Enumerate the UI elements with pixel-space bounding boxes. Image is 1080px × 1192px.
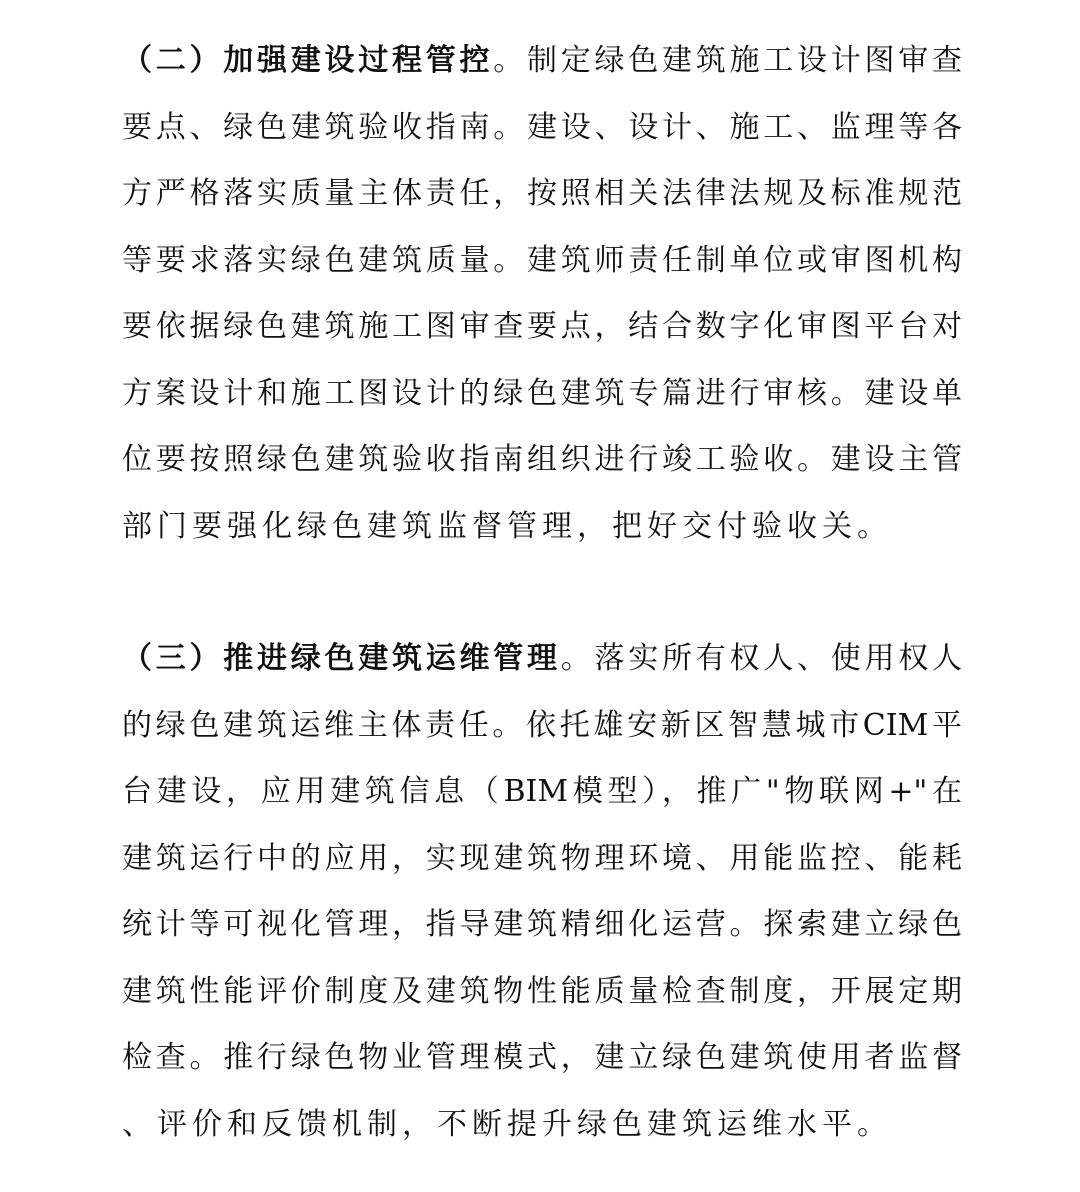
paragraph-line-last: 、评价和反馈机制，不断提升绿色建筑运维水平。 [122,1106,892,1142]
paragraph-line: 方案设计和施工图设计的绿色建筑专篇进行审核。建设单 [122,375,962,411]
paragraph-line: 建筑性能评价制度及建筑物性能质量检查制度，开展定期 [122,973,962,1009]
paragraph-line: 位要按照绿色建筑验收指南组织进行竣工验收。建设主管 [122,442,962,477]
paragraph-line: 检查。推行绿色物业管理模式，建立绿色建筑使用者监督 [122,1040,962,1075]
paragraph-line: 建筑运行中的应用，实现建筑物理环境、用能监控、能耗 [122,840,962,876]
paragraph-text: 。制定绿色建筑施工设计图审查 [493,43,962,78]
paragraph-text: 。落实所有权人、使用权人 [560,641,962,676]
paragraph-line: 等要求落实绿色建筑质量。建筑师责任制单位或审图机构 [122,242,962,278]
paragraph-line: 的绿色建筑运维主体责任。依托雄安新区智慧城市CIM平 [122,707,962,743]
section-2-paragraph [0,28,1080,560]
paragraph-line: 方严格落实质量主体责任，按照相关法律法规及标准规范 [122,176,962,211]
paragraph-line [122,28,962,95]
paragraph-line [122,626,962,693]
paragraph-line: 台建设，应用建筑信息（BIM模型），推广"物联网+"在 [122,774,962,809]
paragraph-line: 要依据绿色建筑施工图审查要点，结合数字化审图平台对 [122,309,962,344]
paragraph-line-last: 部门要强化绿色建筑监督管理，把好交付验收关。 [122,508,892,544]
paragraph-line: 统计等可视化管理，指导建筑精细化运营。探索建立绿色 [122,907,962,942]
section-heading: （三）推进绿色建筑运维管理 [122,641,561,676]
section-3-paragraph [0,626,1080,1158]
section-heading: （二）加强建设过程管控 [122,43,494,78]
paragraph-line: 要点、绿色建筑验收指南。建设、设计、施工、监理等各 [122,109,962,145]
